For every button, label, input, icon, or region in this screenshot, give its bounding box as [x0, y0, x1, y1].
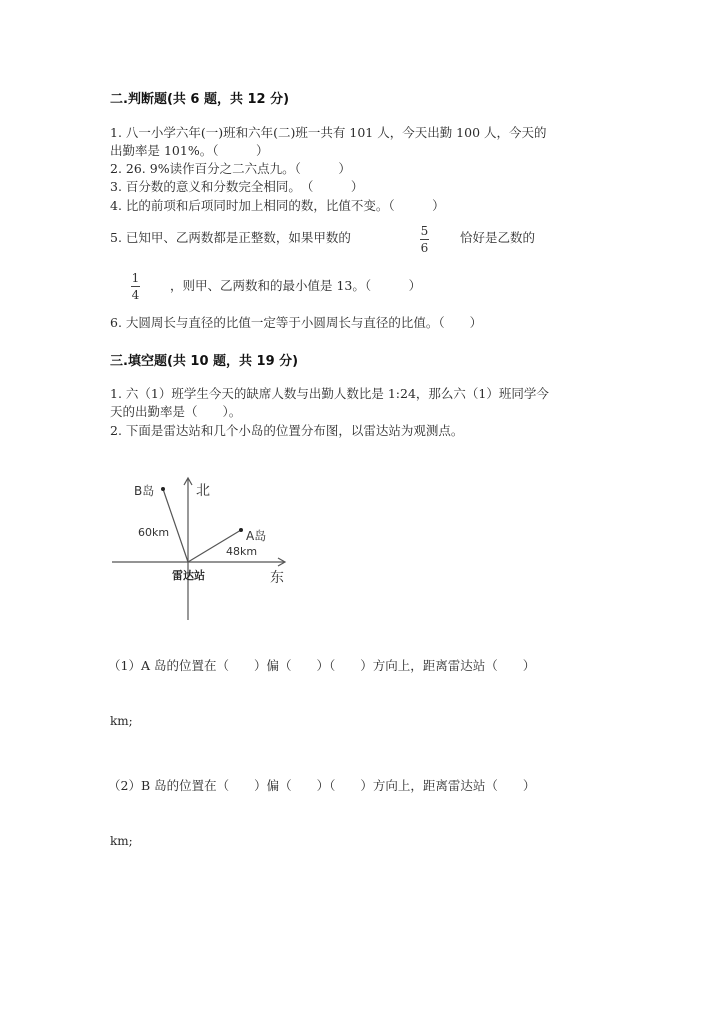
- fraction-bar: [131, 286, 140, 287]
- judge-q1-line2: 出勤率是 101%。（ ）: [110, 143, 269, 158]
- section-3-title: 三.填空题(共 10 题，共 19 分): [110, 354, 299, 369]
- judge-q2: 2. 26. 9%读作百分之二六点九。（ ）: [110, 161, 351, 176]
- section-2-title: 二.判断题(共 6 题，共 12 分): [110, 92, 290, 107]
- origin-label: 雷达站: [172, 569, 205, 582]
- fraction-bar: [420, 239, 429, 240]
- fill-q2-sub1-line1: （1）A 岛的位置在（ ）偏（ ）（ ）方向上，距离雷达站（ ）: [108, 658, 536, 673]
- fraction-one-fourth: [131, 271, 140, 302]
- point-a-label: A岛: [246, 529, 267, 543]
- point-a-distance: 48km: [226, 545, 258, 558]
- judge-q3: 3. 百分数的意义和分数完全相同。 （ ）: [110, 179, 364, 194]
- judge-q5-part2: 恰好是乙数的: [460, 230, 536, 245]
- judge-q1-line1: 1. 八一小学六年(一)班和六年(二)班一共有 101 人，今天出勤 100 人，今天的: [110, 125, 547, 140]
- judge-q5-part1: 5. 已知甲、乙两数都是正整数，如果甲数的: [110, 230, 351, 245]
- fill-q1-line2: 天的出勤率是（ ）。: [110, 404, 242, 419]
- fill-q2-sub2-line1: （2）B 岛的位置在（ ）偏（ ）（ ）方向上，距离雷达站（ ）: [108, 778, 536, 793]
- fill-q2-sub1-line2: km;: [110, 714, 133, 728]
- fraction-numerator: 1: [131, 271, 140, 285]
- point-a: [239, 528, 243, 532]
- point-b: [161, 487, 165, 491]
- fraction-denominator: 4: [131, 288, 140, 302]
- fraction-denominator: 6: [420, 241, 429, 255]
- fill-q2: 2. 下面是雷达站和几个小岛的位置分布图，以雷达站为观测点。: [110, 423, 464, 438]
- fill-q2-sub2-line2: km;: [110, 834, 133, 848]
- north-label: 北: [196, 483, 210, 499]
- radar-position-diagram: [100, 465, 300, 625]
- judge-q4: 4. 比的前项和后项同时加上相同的数，比值不变。（ ）: [110, 198, 445, 213]
- fraction-numerator: 5: [420, 224, 429, 238]
- fraction-five-sixths: [420, 224, 429, 255]
- point-b-distance: 60km: [138, 526, 170, 539]
- fill-q1-line1: 1. 六（1）班学生今天的缺席人数与出勤人数比是 1:24，那么六（1）班同学今: [110, 386, 549, 401]
- east-label: 东: [270, 570, 284, 586]
- point-b-label: B岛: [134, 484, 155, 498]
- judge-q6: 6. 大圆周长与直径的比值一定等于小圆周长与直径的比值。（ ）: [110, 315, 483, 330]
- judge-q5-part3: ，则甲、乙两数和的最小值是 13。（ ）: [170, 278, 422, 293]
